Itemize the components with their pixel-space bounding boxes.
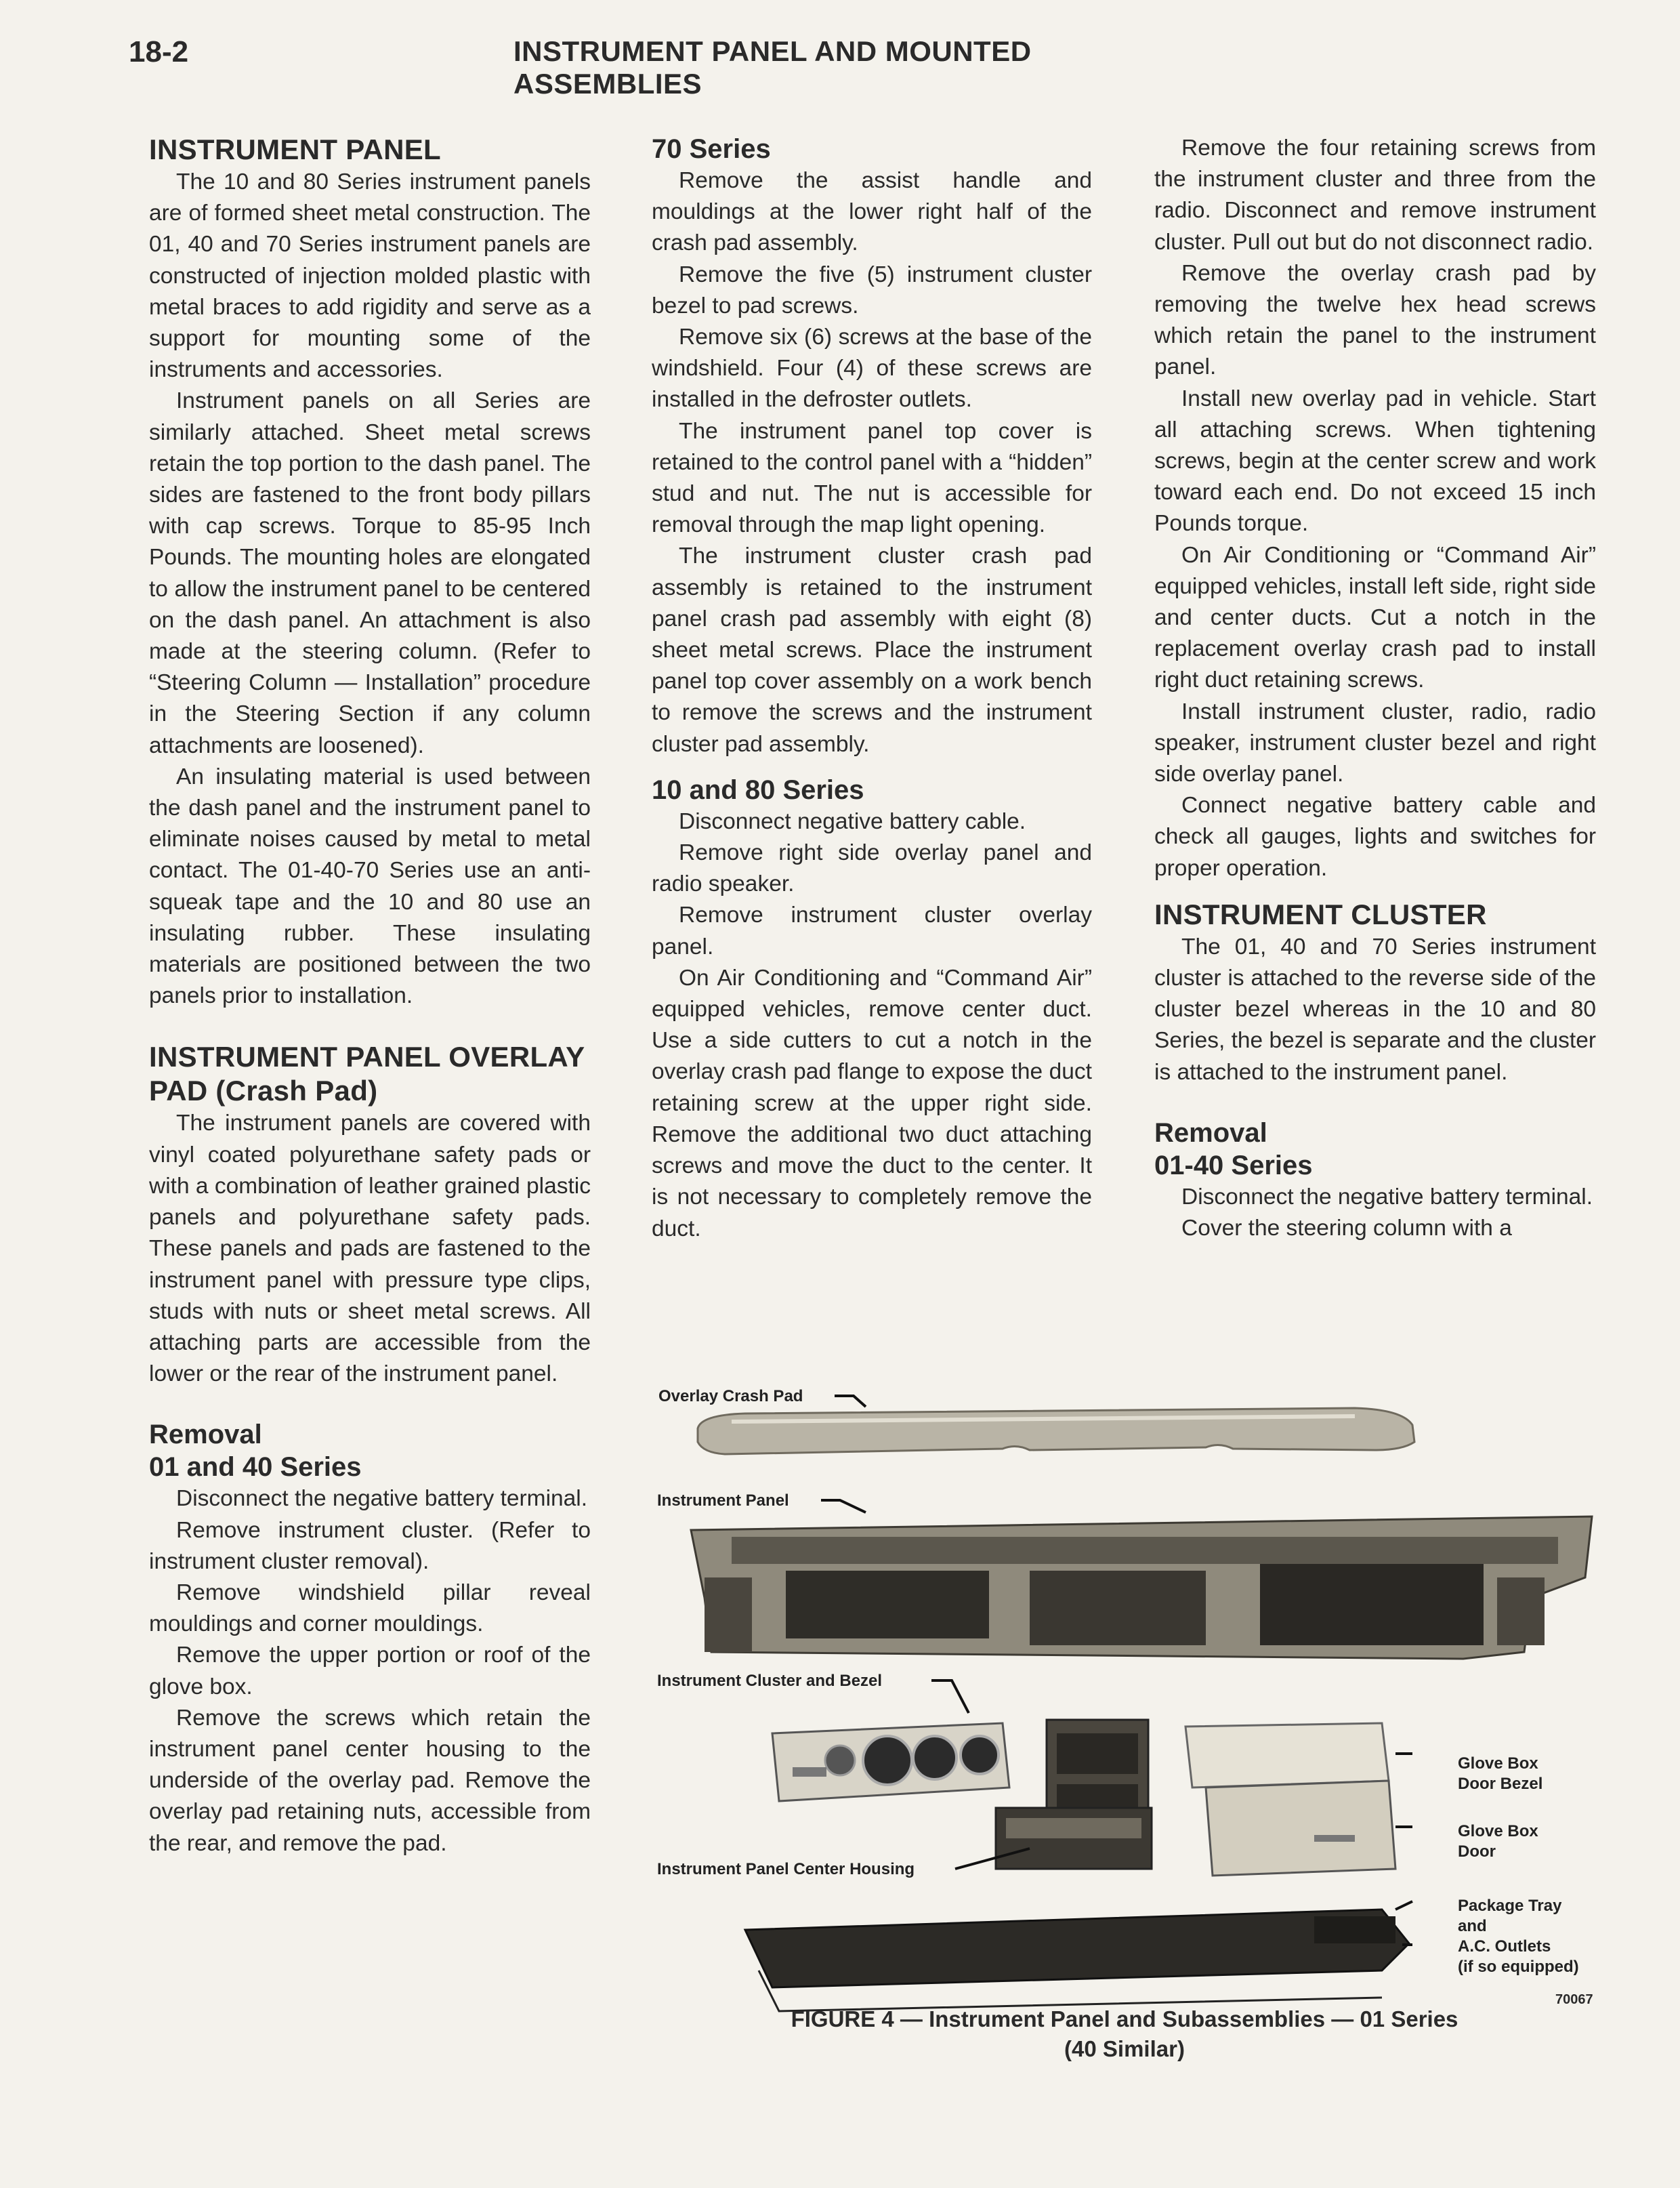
paragraph: Remove windshield pillar reveal mouldings and corner mouldings.	[149, 1580, 591, 1637]
running-title: INSTRUMENT PANEL AND MOUNTED ASSEMBLIES	[513, 35, 1032, 100]
paragraph: Remove instrument cluster overlay panel.	[652, 903, 1092, 959]
column-left	[149, 133, 591, 1859]
label-overlay-crash-pad: Overlay Crash Pad	[658, 1387, 803, 1405]
paragraph: Remove the assist handle and mouldings at the lower right half of the crash pad assembly.	[652, 168, 1092, 256]
label-tray-line1: Package Tray	[1458, 1897, 1562, 1915]
page-header	[129, 35, 1226, 100]
label-cluster-bezel: Instrument Cluster and Bezel	[657, 1672, 883, 1690]
paragraph: Instrument panels on all Series are similarly attached. Sheet metal screws retain the top portion to the dash panel. The sides are fastened to the front body pillars with cap screws. Torque to 85-95 Inch Pounds. The mounting holes are elongated to allow the instrument panel to be centered on the dash panel. An attachment is also made at the steering column. (Refer to “Steering Column — Installation” procedure in the Steering Section if any column attachments are loosened).	[149, 388, 591, 758]
overlay-crash-pad-image	[698, 1408, 1414, 1454]
instrument-panel-image	[691, 1516, 1592, 1659]
paragraph: Remove the upper portion or roof of the glove box.	[149, 1643, 591, 1699]
label-glove-door-line1: Glove Box	[1458, 1822, 1538, 1840]
paragraph: Connect negative battery cable and check all gauges, lights and switches for proper operation.	[1154, 793, 1596, 881]
figure-code: 70067	[1555, 1992, 1593, 2007]
paragraph: The instrument panel top cover is retained to the control panel with a “hidden” stud and nut. The nut is accessible for removal through the map light opening.	[652, 418, 1092, 538]
paragraph: The 01, 40 and 70 Series instrument cluster is attached to the reverse side of the cluster bezel whereas in the 10 and 80 Series, the bezel is separate and the cluster is attached to the instrument panel.	[1154, 934, 1596, 1085]
label-glove-box-door-bezel	[1458, 1754, 1542, 1794]
paragraph: The instrument panels are covered with vinyl coated polyurethane safety pads or with a combination of leather grained plastic panels and polyurethane safety pads. These panels and pads are fastened to the instrument panel with pressure type clips, studs with nuts or sheet metal screws. All attaching parts are accessible from the lower or the rear of the instrument panel.	[149, 1111, 591, 1387]
paragraph: Remove the overlay crash pad by removing the twelve hex head screws which retain the panel to the instrument panel.	[1154, 260, 1596, 380]
heading-overlay-line2: PAD (Crash Pad)	[149, 1075, 378, 1107]
heading-10-80-series: 10 and 80 Series	[652, 775, 864, 805]
heading-overlay-line1: INSTRUMENT PANEL OVERLAY	[149, 1041, 585, 1073]
cluster-bezel-image	[772, 1723, 1009, 1801]
heading-removal: Removal	[149, 1420, 262, 1450]
label-tray-line4: (if so equipped)	[1458, 1958, 1579, 1976]
package-tray-image	[745, 1910, 1409, 2011]
paragraph: The 10 and 80 Series instrument panels are of formed sheet metal construction. The 01, 40 and 70 Series instrument panels are constructed of injection molded plastic with metal braces to add rigidity and serve as a support for mounting some of the instruments and accessories.	[149, 169, 591, 383]
page-number: 18-2	[129, 35, 189, 68]
heading-01-40-series: 01-40 Series	[1154, 1150, 1313, 1180]
paragraph: Disconnect the negative battery terminal.	[176, 1486, 588, 1512]
paragraph: Install new overlay pad in vehicle. Start all attaching screws. When tightening screws, begin at the center screw and work toward each end. Do not exceed 15 inch Pounds torque.	[1154, 386, 1596, 537]
label-instrument-panel: Instrument Panel	[657, 1491, 789, 1510]
paragraph: Remove six (6) screws at the base of the windshield. Four (4) of these screws are installed in the defroster outlets.	[652, 325, 1092, 413]
label-glove-bezel-line1: Glove Box	[1458, 1754, 1538, 1773]
label-center-housing: Instrument Panel Center Housing	[657, 1860, 915, 1878]
center-housing-image	[996, 1720, 1152, 1869]
label-package-tray	[1458, 1896, 1579, 1977]
column-right	[1154, 133, 1596, 1244]
label-tray-line3: A.C. Outlets	[1458, 1937, 1551, 1956]
figure-4	[650, 1374, 1612, 2059]
paragraph: On Air Conditioning or “Command Air” equipped vehicles, install left side, right side and center ducts. Cut a notch in the replacement overlay crash pad to install right duct retaining screws.	[1154, 542, 1596, 693]
paragraph: Cover the steering column with a	[1181, 1216, 1512, 1241]
glove-box-image	[1185, 1723, 1395, 1876]
paragraph: On Air Conditioning and “Command Air” equipped vehicles, remove center duct. Use a side cutters to cut a notch in the overlay crash pad flange to expose the duct retaining screw at the upper right side. Remove the additional two duct attaching screws and move the duct to the center. It is not necessary to completely remove the duct.	[652, 965, 1092, 1241]
heading-instrument-panel: INSTRUMENT PANEL	[149, 133, 442, 165]
paragraph: Disconnect negative battery cable.	[679, 808, 1026, 834]
figure-caption	[705, 2004, 1545, 2064]
label-tray-line2: and	[1458, 1917, 1487, 1935]
heading-70-series: 70 Series	[652, 134, 771, 164]
paragraph: Remove the screws which retain the instrument panel center housing to the underside of the overlay pad. Remove the overlay pad retaining nuts, accessible from the rear, and remove the pad.	[149, 1705, 591, 1856]
paragraph: An insulating material is used between the dash panel and the instrument panel to eliminate noises caused by metal to metal contact. The 01-40-70 Series use an anti-squeak tape and the 10 and 80 use an insulating rubber. These insulating materials are positioned between the two panels prior to installation.	[149, 764, 591, 1009]
label-glove-door-line2: Door	[1458, 1842, 1496, 1861]
caption-line1: FIGURE 4 — Instrument Panel and Subassemblies — 01 Series	[791, 2006, 1458, 2031]
heading-overlay-pad	[149, 1040, 591, 1108]
paragraph: Install instrument cluster, radio, radio speaker, instrument cluster bezel and right side overlay panel.	[1154, 699, 1596, 787]
paragraph: Remove the four retaining screws from the instrument cluster and three from the radio. Disconnect and remove instrument cluster. Pull out but do not disconnect radio.	[1154, 136, 1596, 255]
column-middle	[652, 133, 1092, 1245]
paragraph: Remove right side overlay panel and radio speaker.	[652, 840, 1092, 897]
paragraph: The instrument cluster crash pad assembly is retained to the instrument panel crash pad assembly with eight (8) sheet metal screws. Place the instrument panel top cover assembly on a work bench to remove the screws and the instrument cluster pad assembly.	[652, 543, 1092, 757]
heading-removal: Removal	[1154, 1117, 1267, 1148]
heading-instrument-cluster: INSTRUMENT CLUSTER	[1154, 898, 1487, 930]
paragraph: Remove the five (5) instrument cluster bezel to pad screws.	[652, 262, 1092, 318]
caption-line2: (40 Similar)	[1064, 2036, 1185, 2061]
paragraph: Remove instrument cluster. (Refer to instrument cluster removal).	[149, 1517, 591, 1574]
paragraph: Disconnect the negative battery terminal.	[1181, 1184, 1593, 1210]
label-glove-bezel-line2: Door Bezel	[1458, 1775, 1543, 1793]
heading-01-40-series: 01 and 40 Series	[149, 1452, 362, 1483]
label-glove-box-door	[1458, 1821, 1538, 1862]
